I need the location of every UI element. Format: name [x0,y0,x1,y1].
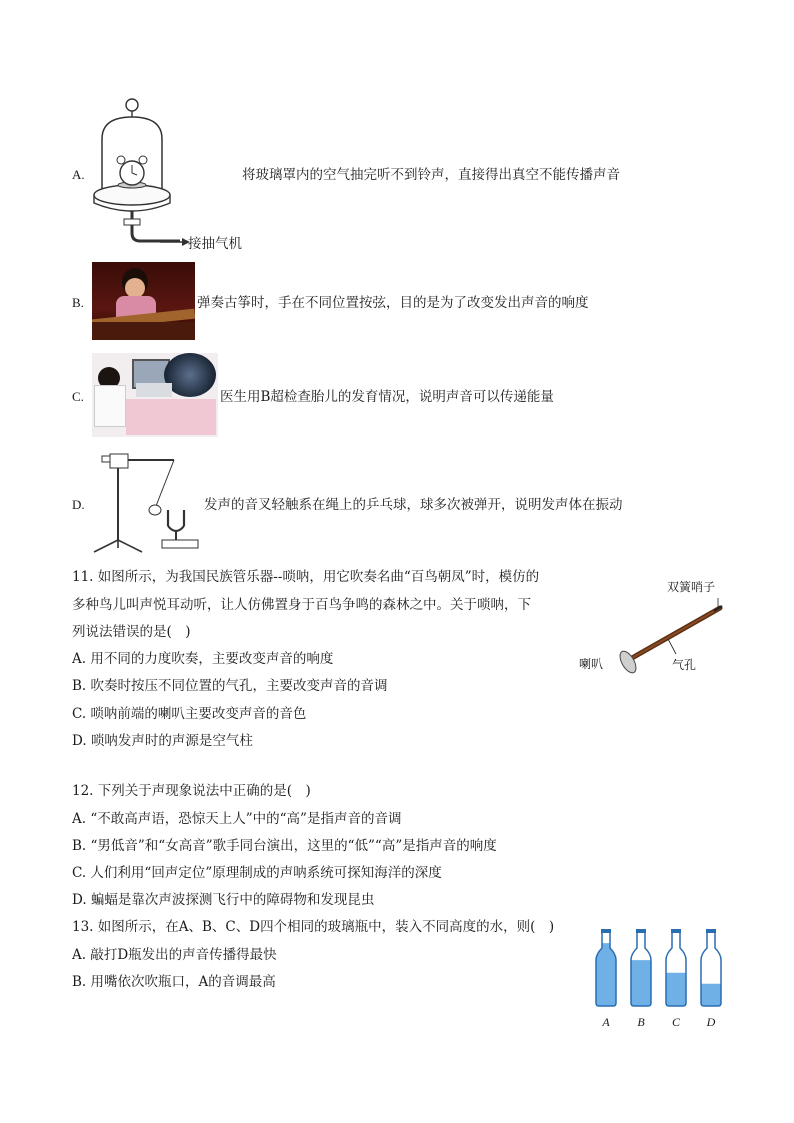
tuning-fork-figure [88,448,206,558]
q13-option-a: A. 敲打D瓶发出的声音传播得最快 [72,947,277,963]
option-d-letter: D. [72,497,85,512]
option-b-text: 弹奏古筝时，手在不同位置按弦，目的是为了改变发出声音的响度 [197,295,589,311]
arrow-icon [160,234,190,250]
q12-option-d: D. 蝙蝠是靠次声波探测飞行中的障碍物和发现昆虫 [72,892,375,908]
bottle-C [666,929,686,1029]
pump-label: 接抽气机 [188,236,242,252]
option-c-text: 医生用B超检查胎儿的发育情况，说明声音可以传递能量 [220,389,554,405]
water-D [701,984,721,1006]
suona-hole-label: 气孔 [672,658,697,672]
q11-stem-line-3: 列说法错误的是( ) [72,624,191,640]
q11-stem-line-2: 多种鸟儿叫声悦耳动听，让人仿佛置身于百鸟争鸣的森林之中。关于唢呐，下 [72,597,531,613]
water-C [666,973,686,1006]
bottle-rim-A [601,929,611,933]
option-a-letter: A. [72,167,85,182]
bottles-figure [588,926,728,1036]
bottle-label-D: D [706,1015,716,1029]
q13-option-b: B. 用嘴依次吹瓶口，A的音调最高 [72,974,276,990]
guzheng-photo [92,262,195,340]
bottle-B [631,929,651,1029]
q12-option-b: B. “男低音”和“女高音”歌手同台演出，这里的“低”“高”是指声音的响度 [72,838,497,854]
bottle-rim-C [671,929,681,933]
q11-option-b: B. 吹奏时按压不同位置的气孔，主要改变声音的音调 [72,678,388,694]
bottle-label-C: C [671,1015,681,1029]
option-d-text: 发声的音叉轻触系在绳上的乒乓球，球多次被弹开，说明发声体在振动 [204,497,623,513]
option-c-letter: C. [72,389,84,404]
bell-jar-figure [88,95,188,255]
option-a-text: 将玻璃罩内的空气抽完听不到铃声，直接得出真空不能传播声音 [242,167,620,183]
bottle-rim-D [706,929,716,933]
q12-option-c: C. 人们利用“回声定位”原理制成的声呐系统可探知海洋的深度 [72,865,442,881]
water-B [631,960,651,1006]
q11-stem-line-1: 11. 如图所示，为我国民族管乐器--唢呐，用它吹奏名曲“百鸟朝凤”时，模仿的 [72,569,540,585]
q13-stem: 13. 如图所示，在A、B、C、D四个相同的玻璃瓶中，装入不同高度的水，则( ) [72,919,555,935]
bottle-A [596,929,616,1029]
suona-horn-label: 喇叭 [579,657,604,671]
bottle-rim-B [636,929,646,933]
bottle-label-A: A [602,1015,610,1029]
q12-option-a: A. “不敢高声语，恐惊天上人”中的“高”是指声音的音调 [72,811,402,827]
q12-stem: 12. 下列关于声现象说法中正确的是( ) [72,783,311,799]
suona-reed-label: 双簧哨子 [667,580,716,594]
option-b-letter: B. [72,295,84,310]
q11-option-a: A. 用不同的力度吹奏，主要改变声音的响度 [72,651,334,667]
ultrasound-photo [92,353,218,437]
bottle-D [701,929,721,1029]
bottle-label-B: B [637,1015,645,1029]
q11-option-d: D. 唢呐发声时的声源是空气柱 [72,733,253,749]
q11-option-c: C. 唢呐前端的喇叭主要改变声音的音色 [72,706,307,722]
suona-figure [610,596,730,691]
